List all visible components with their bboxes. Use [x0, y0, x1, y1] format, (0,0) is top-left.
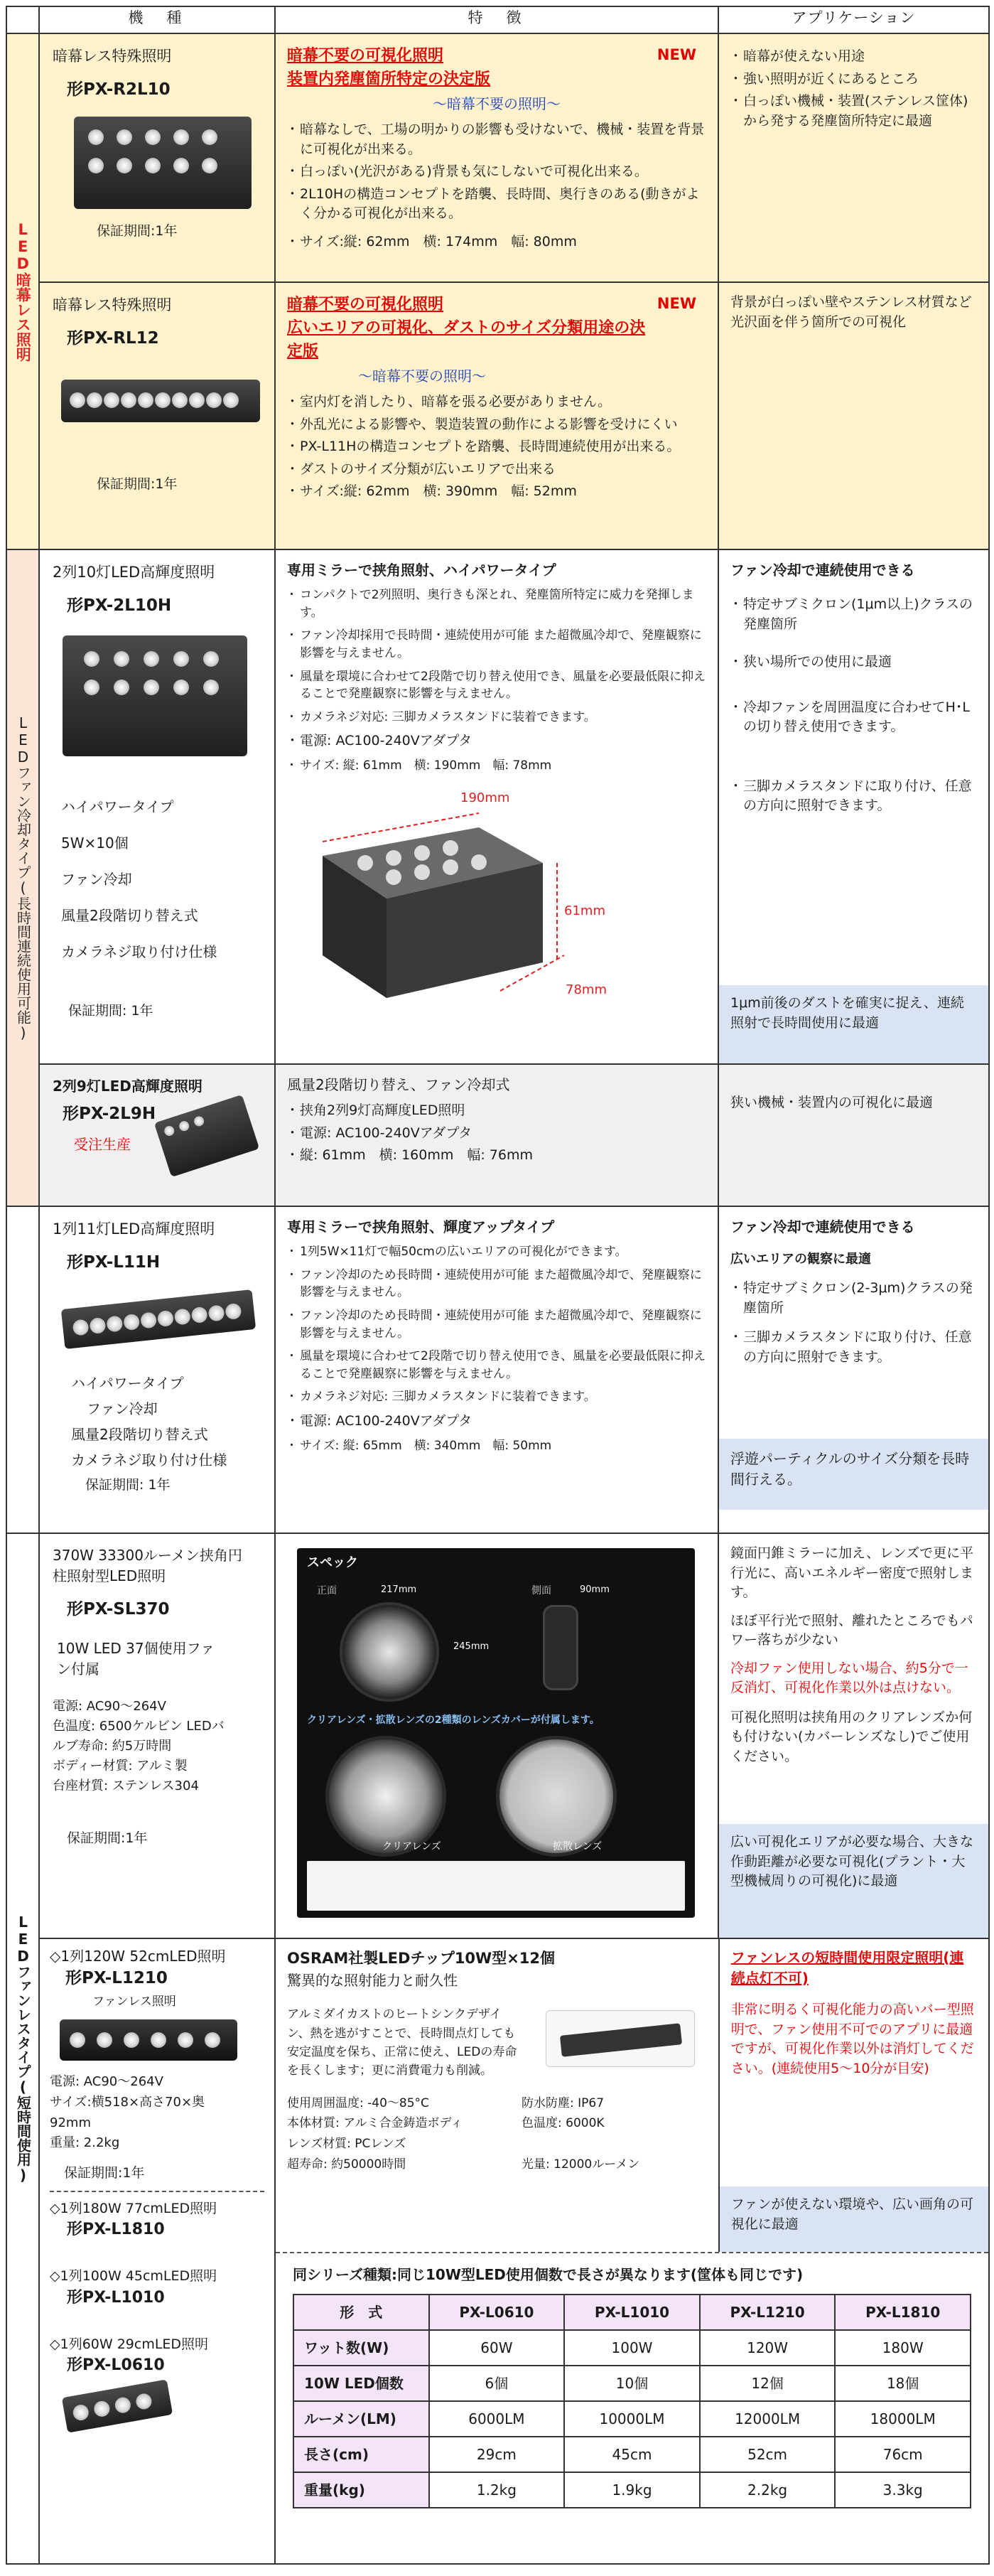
- features-2l10h: 専用ミラーで挟角照射、ハイパワータイプ ・ コンパクトで2列照明、奥行きも深とれ、発塵箇所特定に威力を発揮します。 ・ ファン冷却採用で長時間・連続使用が可能 また超微風冷却で、発塵観察に影響を与えません。 ・ 風量を環境に合わせて2段階で切り替え使用でき、風量を必要最低限に抑えることで発塵観察に影響を与えません。 ・ カメラネジ対応: 三脚カメラスタンドに装着できます。 ・ 電源: AC100-240Vアダプタ ・ サイズ: 縦: 61mm 横: 190mm 幅: 78mm 190mm 61mm 78mm: [275, 549, 718, 1064]
- application-rl12: 背景が白っぽい壁やステンレス材質など光沢面を伴う箇所での可視化: [718, 282, 989, 549]
- series-title: 同シリーズ種類:同じ10W型LED使用個数で長さが異なります(筐体も同じです): [293, 2266, 804, 2283]
- application-r2l10: ・ 暗幕が使えない用途 ・ 強い照明が近くにあるところ ・ 白っぽい機械・装置(ステンレス筐体)から発する発塵箇所特定に最適: [718, 33, 989, 282]
- table-row: 10W LED個数 6個 10個 12個 18個: [293, 2366, 971, 2401]
- product-image-l1210: [60, 2019, 237, 2061]
- product-r2l10: 暗幕レス特殊照明 形PX-R2L10 保証期間:1年: [39, 33, 275, 282]
- series-item-l1810: ◇1列180W 77cmLED照明 形PX-L1810: [50, 2200, 217, 2239]
- product-image-l0610: [62, 2379, 173, 2432]
- model-sl370: 形PX-SL370: [67, 1600, 170, 1619]
- features-rl12: NEW 暗幕不要の可視化照明 広いエリアの可視化、ダストのサイズ分類用途の決定版 〜暗幕不要の照明〜 ・ 室内灯を消したり、暗幕を張る必要がありません。 ・ 外乱光による影響や、製造装置の動作による影響を受けにくい ・ PX-L11Hの構造コンセプトを踏襲、長時間連続使用が出来る。 ・ ダストのサイズ分類が広いエリアで出来る ・ サイズ:縦: 62mm 横: 390mm 幅: 52mm: [275, 282, 718, 549]
- table-row: 重量(kg) 1.2kg 1.9kg 2.2kg 3.3kg: [293, 2472, 971, 2508]
- header-blank: [6, 6, 39, 33]
- product-l11h: 1列11灯LED高輝度照明 形PX-L11H ハイパワータイプ ファン冷却 風量2段階切り替え式 カメラネジ取り付け仕様 保証期間: 1年: [39, 1206, 275, 1533]
- application-l11h: ファン冷却で連続使用できる 広いエリアの観察に最適 ・ 特定サブミクロン(2-3μm)クラスの発塵箇所 ・ 三脚カメラスタンドに取り付け、任意の方向に照射できます。 浮遊パーティクルのサイズ分類を長時間行える。: [718, 1206, 989, 1533]
- model-l11h: 形PX-L11H: [67, 1253, 161, 1272]
- table-row: ワット数(W) 60W 100W 120W 180W: [293, 2330, 971, 2366]
- order-badge: 受注生産: [74, 1136, 131, 1154]
- product-2l9h: 2列9灯LED高輝度照明 形PX-2L9H 受注生産: [39, 1064, 275, 1206]
- features-l1210-and-series: [275, 1938, 989, 2564]
- category-led-curtainless: LED暗幕レス照明: [6, 33, 39, 549]
- new-badge: NEW: [657, 46, 696, 63]
- product-image-r2l10: [74, 117, 252, 209]
- model-l1210: 形PX-L1210: [65, 1969, 168, 1987]
- category-led-fan-cooled: LEDファン冷却タイプ(長時間連続使用可能): [6, 549, 39, 1206]
- application-sl370: 鏡面円錐ミラーに加え、レンズで更に平行光に、高いエネルギー密度で照射します。 ほぼ平行光で照射、離れたところでもパワー落ちが少ない 冷却ファン使用しない場合、約5分で一反消灯、可視化作業以外は点けない。 可視化照明は挟角用のクリアレンズか何も付けない(カバーレンズなし)でご使用ください。 広い可視化エリアが必要な場合、大きな作動距離が必要な可視化(プラント・大型機械周りの可視化)に最適: [718, 1533, 989, 1938]
- model-rl12: 形PX-RL12: [67, 329, 159, 348]
- product-image-l11h: [61, 1289, 256, 1349]
- product-image-rl12: [61, 380, 260, 422]
- header-model: 機 種: [39, 6, 275, 33]
- product-rl12: 暗幕レス特殊照明 形PX-RL12 保証期間:1年: [39, 282, 275, 549]
- product-image-2l10h: [63, 635, 247, 756]
- model-r2l10: 形PX-R2L10: [67, 80, 171, 100]
- product-2l10h: 2列10灯LED高輝度照明 形PX-2L10H ハイパワータイプ 5W×10個 ファン冷却 風量2段階切り替え式 カメラネジ取り付け仕様 保証期間: 1年: [39, 549, 275, 1064]
- category-blank: [6, 1206, 39, 1533]
- new-badge: NEW: [657, 295, 696, 312]
- model-2l9h: 形PX-2L9H: [63, 1105, 156, 1123]
- features-l1210: OSRAM社製LEDチップ10W型×12個 驚異的な照射能力と耐久性 アルミダイカストのヒートシンクデザイン、熱を逃がすことで、長時間点灯しても安定温度を保ち、正常に使え、LEDの寿命を長くします；更に消費電力も削減。 使用周囲温度: -40〜85°C 防水防塵: IP67 本体材質: アルミ合金鋳造ボディ 色温度: 6000K レンズ材質: PCレンズ 超寿命: 約50000時間 光量: 12000ルーメン: [276, 1939, 718, 2252]
- features-r2l10: NEW 暗幕不要の可視化照明 装置内発塵箇所特定の決定版 〜暗幕不要の照明〜 ・ 暗幕なしで、工場の明かりの影響も受けないで、機械・装置を背景に可視化が出来る。 ・ 白っぽい(光沢がある)背景も気にしないで可視化出来る。 ・ 2L10Hの構造コンセプトを踏襲、長時間、奥行きのある(動きがよく分かる可視化が出来る。 ・ サイズ:縦: 62mm 横: 174mm 幅: 80mm: [275, 33, 718, 282]
- spec-image-sl370: スペック 正面 側面 217mm 245mm 90mm クリアレンズ・拡散レンズの2種類のレンズカバーが付属します。 クリアレンズ 拡散レンズ: [297, 1548, 695, 1918]
- product-table: [6, 6, 990, 2565]
- application-l1210: ファンレスの短時間使用限定照明(連続点灯不可) 非常に明るく可視化能力の高いバー型照明で、ファン使用不可でのアプリに最適ですが、可視化作業以外は消灯してください。(連続使用5〜10分が目安) ファンが使えない環境や、広い画角の可視化に最適: [718, 1939, 988, 2252]
- category-led-fanless: LEDファンレスタイプ(短時間使用): [6, 1533, 39, 2564]
- series-item-l0610: ◇1列60W 29cmLED照明 形PX-L0610: [50, 2336, 209, 2375]
- table-row: ルーメン(LM) 6000LM 10000LM 12000LM 18000LM: [293, 2401, 971, 2437]
- application-2l9h: 狭い機械・装置内の可視化に最適: [718, 1064, 989, 1206]
- dimension-diagram-2l10h: 190mm 61mm 78mm: [301, 785, 614, 1019]
- header-features: 特 徴: [275, 6, 718, 33]
- application-2l10h: ファン冷却で連続使用できる ・ 特定サブミクロン(1μm以上)クラスの発塵箇所 ・ 狭い場所での使用に最適 ・ 冷却ファンを周囲温度に合わせてH･Lの切り替え使用できます。 ・ 三脚カメラスタンドに取り付け、任意の方向に照射できます。 1μm前後のダストを確実に捉え、連続照射で長時間使用に最適: [718, 549, 989, 1064]
- features-2l9h: 風量2段階切り替え、ファン冷却式 ・ 挟角2列9灯高輝度LED照明 ・ 電源: AC100-240Vアダプタ ・ 縦: 61mm 横: 160mm 幅: 76mm: [275, 1064, 718, 1206]
- product-sl370: 370W 33300ルーメン挟角円柱照射型LED照明 形PX-SL370 10W LED 37個使用ファン付属 電源: AC90〜264V 色温度: 6500ケルビン LEDバルブ寿命: 約5万時間 ボディー材質: アルミ製 台座材質: ステンレス304 保証期間:1年: [39, 1533, 275, 1938]
- features-sl370: [275, 1533, 718, 1938]
- series-item-l1010: ◇1列100W 45cmLED照明 形PX-L1010: [50, 2268, 217, 2307]
- features-l11h: 専用ミラーで挟角照射、輝度アップタイプ ・ 1列5W×11灯で幅50cmの広いエリアの可視化ができます。 ・ ファン冷却のため長時間・連続使用が可能 また超微風冷却で、発塵観察に影響を与えません。 ・ ファン冷却のため長時間・連続使用が可能 また超微風冷却で、発塵観察に影響を与えません。 ・ 風量を環境に合わせて2段階で切り替え使用でき、風量を必要最低限に抑えることで発塵観察に影響を与えません。 ・ カメラネジ対応: 三脚カメラスタンドに装着できます。 ・ 電源: AC100-240Vアダプタ ・ サイズ: 縦: 65mm 横: 340mm 幅: 50mm: [275, 1206, 718, 1533]
- product-image-l1210-lit: [546, 2010, 695, 2067]
- product-l1210-and-series: ◇1列120W 52cmLED照明 形PX-L1210 ファンレス照明 電源: AC90〜264V サイズ:横518×高さ70×奥92mm 重量: 2.2kg 保証期間:1年 ◇1列180W 77cmLED照明 形PX-L1810 ◇1列100W 45cmLED照明 形PX-L1010 ◇1列60W 29cmLED照明 形PX-L0610: [39, 1938, 275, 2564]
- header-application: アプリケーション: [718, 6, 989, 33]
- table-row: 長さ(cm) 29cm 45cm 52cm 76cm: [293, 2437, 971, 2472]
- model-2l10h: 形PX-2L10H: [67, 596, 172, 616]
- series-spec-table: 形 式 PX-L0610 PX-L1010 PX-L1210 PX-L1810 ワット数(W) 60W 100W 120W 180W 10W LED個数 6個 10個 12個 18個 ルーメン(LM) 6000LM 10000LM 12000LM 18000LM 長さ(cm) 29cm 45cm 52cm 76cm 重量(kg) 1.2kg 1.9kg 2.2kg 3.3kg: [293, 2294, 971, 2508]
